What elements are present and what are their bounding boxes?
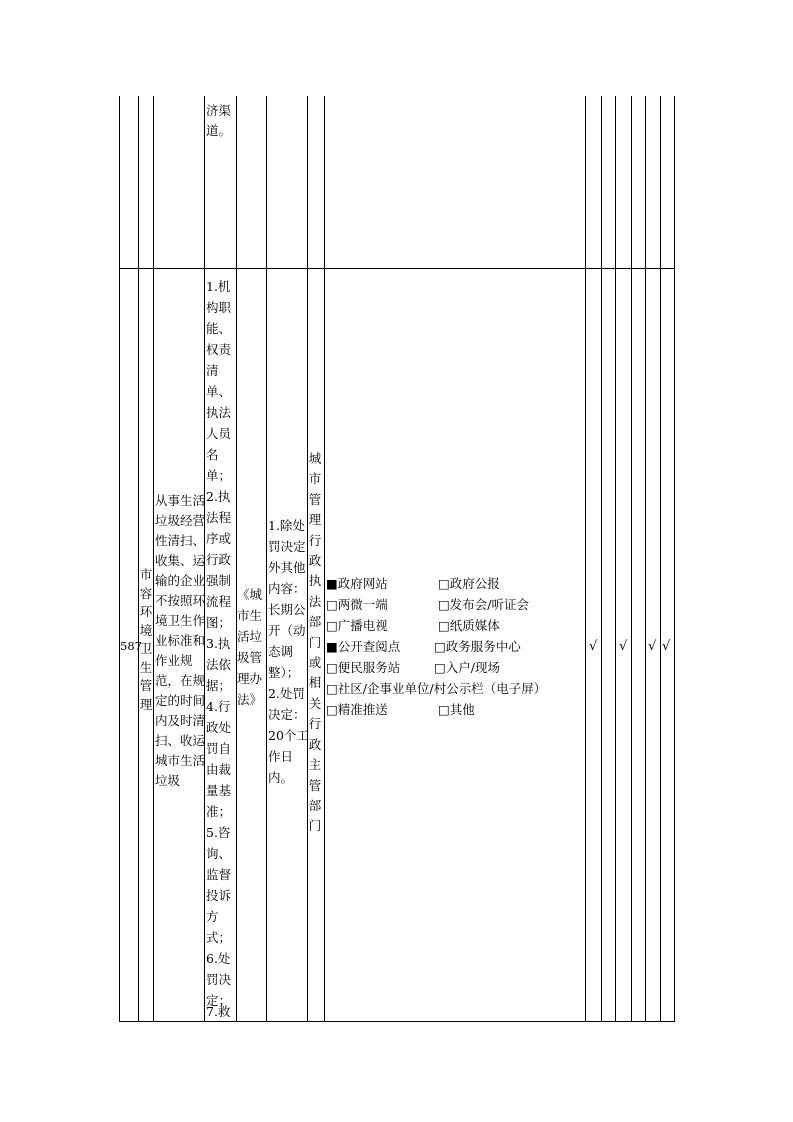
content-line: 执法 <box>206 405 232 420</box>
content-line: 量基 <box>206 783 232 798</box>
content-line: 4.行 <box>206 699 231 714</box>
content-line: 强制 <box>206 573 232 588</box>
content-line: 由裁 <box>206 762 232 777</box>
col-line-14 <box>660 96 661 1022</box>
content-line: 5.咨 <box>206 825 231 840</box>
matter-line: 作业规 <box>155 653 193 668</box>
matter-line: 收集、运 <box>155 553 206 568</box>
col-line-12 <box>631 96 632 1022</box>
content-line: 式； <box>206 930 232 945</box>
content-line: 能、 <box>206 321 232 336</box>
channel-left: □广播电视 <box>326 618 388 633</box>
check-mark: √ <box>662 639 671 654</box>
content-line: 政处 <box>206 720 232 735</box>
content-line: 单； <box>206 468 232 483</box>
matter-line: 业标准和 <box>155 633 206 648</box>
content-line: 1.机 <box>206 279 231 294</box>
time-limit-line: 2.处罚 <box>268 686 305 701</box>
content-line: 准； <box>206 804 232 819</box>
subject-cell: 城市管理行政执法部门或相关行政主管部门 <box>308 451 322 834</box>
col-line-15 <box>674 96 675 1022</box>
check-mark: √ <box>589 639 598 654</box>
prev-material-line-2: 道。 <box>206 123 232 138</box>
time-limit-line: 整）； <box>268 665 300 680</box>
content-line: 定； <box>206 993 232 1008</box>
content-line: 投诉 <box>206 888 232 903</box>
content-line: 罚决 <box>206 972 232 987</box>
matter-line: 性清扫、 <box>155 533 206 548</box>
time-limit-line: 20个工 <box>268 728 309 743</box>
content-line: 行政 <box>206 552 232 567</box>
table-bottom-border <box>119 1021 675 1022</box>
time-limit-line: 内。 <box>268 770 294 785</box>
matter-line: 从事生活 <box>155 493 206 508</box>
col-line-10 <box>601 96 602 1022</box>
matter-line: 内及时清 <box>155 713 206 728</box>
content-line: 法依 <box>206 657 232 672</box>
content-line: 方 <box>206 909 219 924</box>
prev-material-line-1: 济渠 <box>206 103 232 118</box>
content-line: 3.执 <box>206 636 231 651</box>
basis-line: 活垃 <box>237 629 263 644</box>
col-line-2 <box>138 96 139 1022</box>
basis-line: 市生 <box>237 608 263 623</box>
check-mark: √ <box>648 639 657 654</box>
channel-right: □其他 <box>438 702 475 717</box>
channel-left: □便民服务站 <box>326 660 401 675</box>
channel-right: □纸质媒体 <box>438 618 500 633</box>
matter-line: 扫、收运 <box>155 733 206 748</box>
content-line: 权责 <box>206 342 232 357</box>
channel-left: ■政府网站 <box>326 576 388 591</box>
time-limit-line: 长期公 <box>268 602 306 617</box>
channel-left: □社区/企事业单位/村公示栏（电子屏） <box>326 681 547 696</box>
content-line: 6.处 <box>206 951 231 966</box>
col-line-1 <box>119 96 120 1022</box>
col-line-11 <box>615 96 616 1022</box>
content-line: 图； <box>206 615 232 630</box>
channel-left: ■公开查阅点 <box>326 639 401 654</box>
channel-right: □发布会/听证会 <box>438 597 530 612</box>
time-limit-line: 作日 <box>268 749 294 764</box>
matter-line: 输的企业 <box>155 573 206 588</box>
content-line: 构职 <box>206 300 232 315</box>
matter-line: 定的时间 <box>155 693 206 708</box>
content-line: 人员 <box>206 426 232 441</box>
col-line-13 <box>645 96 646 1022</box>
matter-line: 范，在规 <box>155 673 206 688</box>
time-limit-line: 外其他 <box>268 560 306 575</box>
basis-line: 法》 <box>237 692 263 707</box>
col-line-8 <box>324 96 325 1022</box>
basis-line: 《城 <box>237 587 263 602</box>
content-line: 7.救 <box>206 1004 231 1019</box>
matter-line: 不按照环 <box>155 593 206 608</box>
col-line-9 <box>585 96 586 1022</box>
matter-line: 垃圾 <box>155 773 181 788</box>
matter-line: 垃圾经营 <box>155 513 206 528</box>
time-limit-line: 罚决定 <box>268 539 306 554</box>
time-limit-line: 内容： <box>268 581 306 596</box>
time-limit-line: 开（动 <box>268 623 306 638</box>
content-line: 监督 <box>206 867 232 882</box>
basis-line: 理办 <box>237 671 263 686</box>
channel-left: □精准推送 <box>326 702 388 717</box>
channel-right: □政务服务中心 <box>434 639 521 654</box>
row-number: 587 <box>120 639 142 653</box>
matter-line: 境卫生作 <box>155 613 206 628</box>
check-mark: √ <box>619 639 628 654</box>
content-line: 法程 <box>206 510 232 525</box>
content-line: 流程 <box>206 594 232 609</box>
category-cell: 市容环境卫生管理 <box>139 567 153 712</box>
content-line: 询、 <box>206 846 232 861</box>
matter-line: 城市生活 <box>155 753 206 768</box>
basis-line: 圾管 <box>237 650 263 665</box>
time-limit-line: 1.除处 <box>268 518 305 533</box>
col-line-5 <box>236 96 237 1022</box>
channel-right: □入户/现场 <box>434 660 501 675</box>
time-limit-line: 决定： <box>268 707 306 722</box>
content-line: 序或 <box>206 531 232 546</box>
content-line: 名 <box>206 447 219 462</box>
content-line: 罚自 <box>206 741 232 756</box>
content-line: 清 <box>206 363 219 378</box>
content-line: 单、 <box>206 384 232 399</box>
channel-left: □两微一端 <box>326 597 388 612</box>
time-limit-line: 态调 <box>268 644 294 659</box>
content-line: 2.执 <box>206 489 231 504</box>
content-line: 据； <box>206 678 232 693</box>
channel-right: □政府公报 <box>438 576 500 591</box>
row-divider <box>119 268 675 269</box>
